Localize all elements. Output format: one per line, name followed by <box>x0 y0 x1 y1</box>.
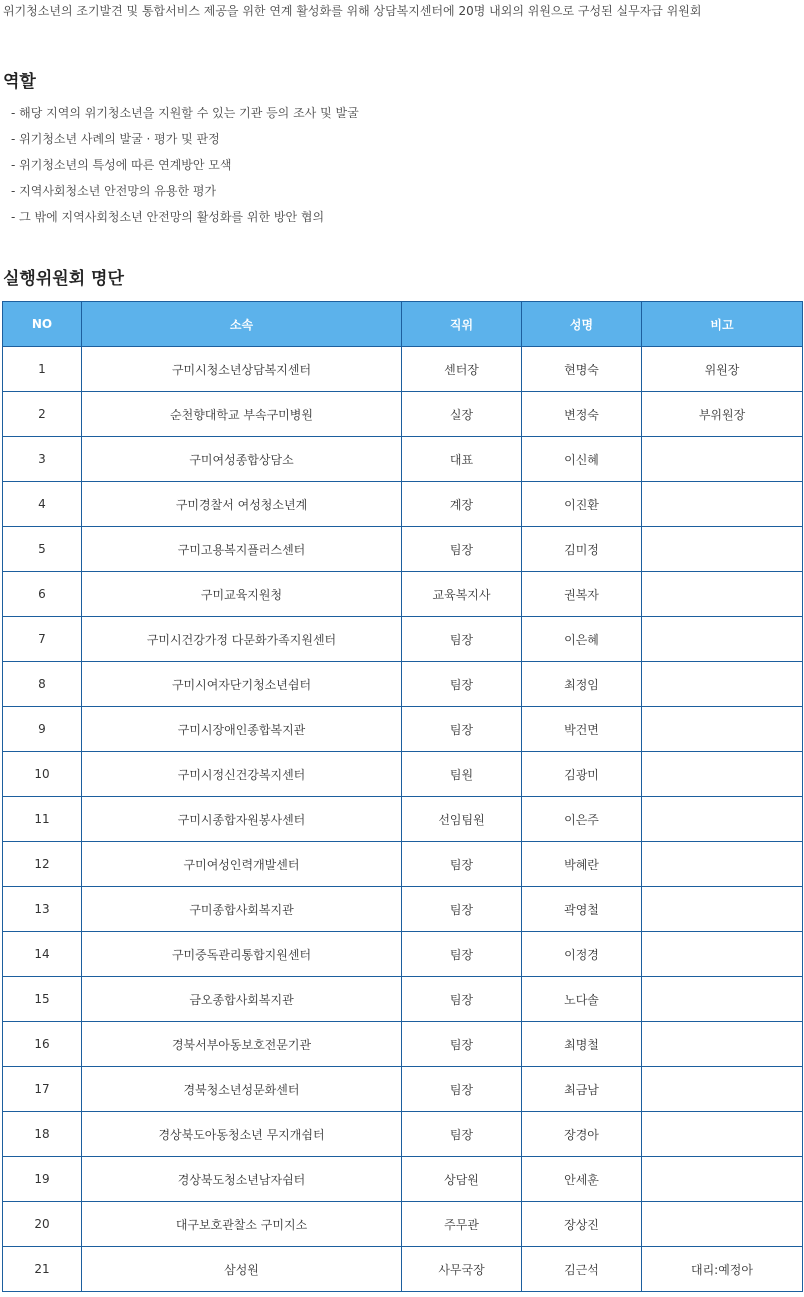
table-row <box>3 1157 803 1202</box>
cell-note <box>642 887 803 932</box>
cell-affiliation: 구미시청소년상담복지센터 <box>82 347 402 392</box>
cell-affiliation: 구미고용복지플러스센터 <box>82 527 402 572</box>
cell-affiliation: 구미시건강가정 다문화가족지원센터 <box>82 617 402 662</box>
committee-table <box>2 301 803 1292</box>
cell-no: 9 <box>3 707 82 752</box>
cell-no: 21 <box>3 1247 82 1292</box>
cell-note <box>642 572 803 617</box>
cell-note <box>642 437 803 482</box>
cell-name: 변정숙 <box>522 392 642 437</box>
cell-no: 3 <box>3 437 82 482</box>
cell-name: 장경아 <box>522 1112 642 1157</box>
cell-name: 이은주 <box>522 797 642 842</box>
cell-affiliation: 구미시정신건강복지센터 <box>82 752 402 797</box>
table-row <box>3 617 803 662</box>
table-row <box>3 1067 803 1112</box>
table-row <box>3 1202 803 1247</box>
cell-no: 18 <box>3 1112 82 1157</box>
table-row <box>3 1022 803 1067</box>
table-row <box>3 842 803 887</box>
cell-position: 선임팀원 <box>402 797 522 842</box>
cell-position: 팀장 <box>402 1067 522 1112</box>
cell-no: 1 <box>3 347 82 392</box>
cell-no: 16 <box>3 1022 82 1067</box>
cell-no: 15 <box>3 977 82 1022</box>
cell-position: 팀장 <box>402 842 522 887</box>
cell-note <box>642 842 803 887</box>
cell-position: 센터장 <box>402 347 522 392</box>
cell-position: 팀장 <box>402 662 522 707</box>
table-row <box>3 752 803 797</box>
cell-no: 7 <box>3 617 82 662</box>
cell-affiliation: 구미경찰서 여성청소년계 <box>82 482 402 527</box>
role-item: - 위기청소년의 특성에 따른 연계방안 모색 <box>11 158 232 172</box>
cell-no: 12 <box>3 842 82 887</box>
column-header-position: 직위 <box>402 302 522 347</box>
cell-position: 팀장 <box>402 1022 522 1067</box>
role-item: - 해당 지역의 위기청소년을 지원할 수 있는 기관 등의 조사 및 발굴 <box>11 106 359 120</box>
role-item: - 위기청소년 사례의 발굴 · 평가 및 판정 <box>11 132 220 146</box>
cell-no: 17 <box>3 1067 82 1112</box>
cell-affiliation: 구미시여자단기청소년쉼터 <box>82 662 402 707</box>
cell-note: 부위원장 <box>642 392 803 437</box>
cell-note <box>642 1112 803 1157</box>
cell-no: 2 <box>3 392 82 437</box>
cell-note <box>642 527 803 572</box>
cell-note: 위원장 <box>642 347 803 392</box>
cell-name: 이신혜 <box>522 437 642 482</box>
cell-position: 팀장 <box>402 527 522 572</box>
cell-note <box>642 977 803 1022</box>
cell-no: 5 <box>3 527 82 572</box>
table-row <box>3 797 803 842</box>
table-row <box>3 527 803 572</box>
cell-no: 19 <box>3 1157 82 1202</box>
cell-name: 김미정 <box>522 527 642 572</box>
cell-no: 13 <box>3 887 82 932</box>
table-row <box>3 1247 803 1292</box>
cell-note <box>642 1022 803 1067</box>
cell-note <box>642 932 803 977</box>
column-header-note: 비고 <box>642 302 803 347</box>
cell-note <box>642 797 803 842</box>
cell-position: 실장 <box>402 392 522 437</box>
cell-position: 팀장 <box>402 932 522 977</box>
table-row <box>3 932 803 977</box>
cell-affiliation: 순천향대학교 부속구미병원 <box>82 392 402 437</box>
cell-name: 김광미 <box>522 752 642 797</box>
cell-note <box>642 1202 803 1247</box>
cell-affiliation: 경북서부아동보호전문기관 <box>82 1022 402 1067</box>
table-row <box>3 887 803 932</box>
cell-no: 11 <box>3 797 82 842</box>
cell-position: 교육복지사 <box>402 572 522 617</box>
column-header-affiliation: 소속 <box>82 302 402 347</box>
table-row <box>3 437 803 482</box>
cell-position: 상담원 <box>402 1157 522 1202</box>
cell-position: 팀원 <box>402 752 522 797</box>
role-item: - 그 밖에 지역사회청소년 안전망의 활성화를 위한 방안 협의 <box>11 210 325 224</box>
table-row <box>3 392 803 437</box>
cell-name: 김근석 <box>522 1247 642 1292</box>
table-row <box>3 572 803 617</box>
cell-position: 대표 <box>402 437 522 482</box>
cell-name: 최명철 <box>522 1022 642 1067</box>
cell-position: 사무국장 <box>402 1247 522 1292</box>
table-row <box>3 662 803 707</box>
cell-affiliation: 경상북도청소년남자쉼터 <box>82 1157 402 1202</box>
cell-name: 이진환 <box>522 482 642 527</box>
column-header-name: 성명 <box>522 302 642 347</box>
cell-affiliation: 구미여성종합상담소 <box>82 437 402 482</box>
cell-affiliation: 대구보호관찰소 구미지소 <box>82 1202 402 1247</box>
cell-affiliation: 경상북도아동청소년 무지개쉼터 <box>82 1112 402 1157</box>
cell-position: 팀장 <box>402 1112 522 1157</box>
cell-affiliation: 구미종합사회복지관 <box>82 887 402 932</box>
cell-affiliation: 금오종합사회복지관 <box>82 977 402 1022</box>
cell-note <box>642 482 803 527</box>
cell-affiliation: 구미시종합자원봉사센터 <box>82 797 402 842</box>
table-row <box>3 707 803 752</box>
cell-affiliation: 구미중독관리통합지원센터 <box>82 932 402 977</box>
cell-affiliation: 구미여성인력개발센터 <box>82 842 402 887</box>
roles-title: 역할 <box>3 72 36 92</box>
table-row <box>3 482 803 527</box>
table-body <box>3 347 803 1292</box>
cell-note <box>642 1067 803 1112</box>
intro-text: 위기청소년의 조기발견 및 통합서비스 제공을 위한 연계 활성화를 위해 상담복지센터에 20명 내외의 위원으로 구성된 실무자급 위원회 <box>3 4 702 18</box>
cell-no: 6 <box>3 572 82 617</box>
cell-name: 최정임 <box>522 662 642 707</box>
cell-note <box>642 617 803 662</box>
cell-name: 최금남 <box>522 1067 642 1112</box>
table-row <box>3 1112 803 1157</box>
cell-no: 20 <box>3 1202 82 1247</box>
cell-name: 박건면 <box>522 707 642 752</box>
committee-title: 실행위원회 명단 <box>3 269 124 289</box>
column-header-no: NO <box>3 302 82 347</box>
cell-name: 장상진 <box>522 1202 642 1247</box>
cell-affiliation: 구미시장애인종합복지관 <box>82 707 402 752</box>
cell-name: 권복자 <box>522 572 642 617</box>
cell-name: 노다솔 <box>522 977 642 1022</box>
cell-no: 14 <box>3 932 82 977</box>
cell-note <box>642 1157 803 1202</box>
cell-no: 10 <box>3 752 82 797</box>
roles-list <box>11 104 359 234</box>
table-row <box>3 977 803 1022</box>
cell-name: 안세훈 <box>522 1157 642 1202</box>
cell-affiliation: 삼성원 <box>82 1247 402 1292</box>
cell-position: 팀장 <box>402 707 522 752</box>
cell-no: 4 <box>3 482 82 527</box>
cell-position: 계장 <box>402 482 522 527</box>
cell-name: 현명숙 <box>522 347 642 392</box>
cell-name: 곽영철 <box>522 887 642 932</box>
cell-name: 이은혜 <box>522 617 642 662</box>
cell-name: 박혜란 <box>522 842 642 887</box>
cell-position: 팀장 <box>402 977 522 1022</box>
cell-note <box>642 752 803 797</box>
cell-name: 이정경 <box>522 932 642 977</box>
cell-no: 8 <box>3 662 82 707</box>
cell-note <box>642 707 803 752</box>
table-header-row <box>3 302 803 347</box>
role-item: - 지역사회청소년 안전망의 유용한 평가 <box>11 184 217 198</box>
cell-position: 팀장 <box>402 887 522 932</box>
cell-position: 주무관 <box>402 1202 522 1247</box>
table-row <box>3 347 803 392</box>
cell-affiliation: 경북청소년성문화센터 <box>82 1067 402 1112</box>
cell-affiliation: 구미교육지원청 <box>82 572 402 617</box>
cell-position: 팀장 <box>402 617 522 662</box>
cell-note: 대리:예정아 <box>642 1247 803 1292</box>
cell-note <box>642 662 803 707</box>
